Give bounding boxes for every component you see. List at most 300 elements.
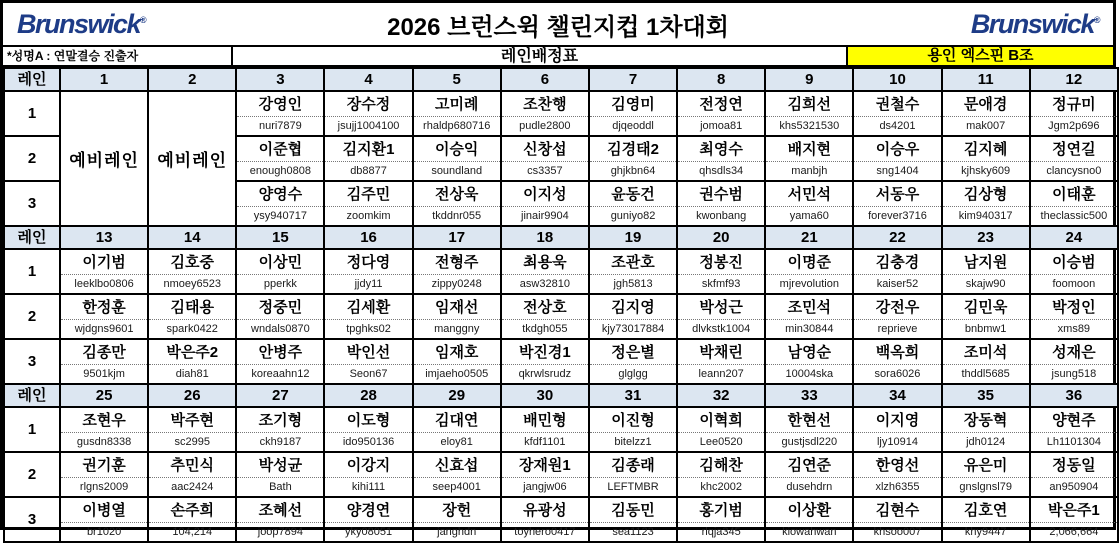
- player-name: 김영미: [590, 92, 676, 117]
- player-cell: [853, 294, 941, 339]
- player-id: sc2995: [174, 436, 210, 448]
- player-id: jangjw06: [523, 481, 567, 493]
- player-id: ckh9187: [259, 436, 302, 448]
- player-cell: [942, 339, 1030, 384]
- player-id: enough0808: [249, 165, 311, 177]
- lane-column-label: 레인: [4, 226, 60, 249]
- player-id: jsujj1004100: [337, 120, 400, 132]
- player-id: tkddnr055: [432, 210, 482, 222]
- player-name: 김태용: [149, 295, 235, 320]
- player-id: koreaahn12: [251, 368, 310, 380]
- player-id: mak007: [966, 120, 1006, 132]
- player-id: jgh5813: [613, 278, 653, 290]
- player-name: 성재은: [1031, 340, 1117, 365]
- lane-number-cell: 36: [1030, 384, 1118, 407]
- player-name: 김호연: [943, 498, 1029, 523]
- player-name: 양경연: [325, 498, 411, 523]
- player-cell: [853, 91, 941, 136]
- player-cell: [853, 339, 941, 384]
- player-name: 이상환: [766, 498, 852, 523]
- player-name: 김연준: [766, 453, 852, 478]
- player-id: 104,214: [172, 526, 213, 538]
- player-name: 서민석: [766, 182, 852, 207]
- reserve-lane-cell: 예비레인: [148, 91, 236, 226]
- player-name: 김종만: [61, 340, 147, 365]
- player-cell: [853, 452, 941, 497]
- lane-number-cell: 16: [324, 226, 412, 249]
- lane-header-row: [4, 68, 1118, 91]
- player-id: qhsdls34: [699, 165, 744, 177]
- lane-column-label: 레인: [4, 68, 60, 91]
- player-name: 조미석: [943, 340, 1029, 365]
- player-id: pperkk: [263, 278, 297, 290]
- player-cell: [60, 249, 148, 294]
- player-name: 김해찬: [678, 453, 764, 478]
- lane-number-cell: 11: [942, 68, 1030, 91]
- player-name: 이진형: [590, 408, 676, 433]
- player-cell: [501, 294, 589, 339]
- lane-number-cell: 28: [324, 384, 412, 407]
- player-name: 박채린: [678, 340, 764, 365]
- player-id: ysy940717: [253, 210, 307, 222]
- player-id: rhaldp680716: [423, 120, 491, 132]
- player-name: 김지혜: [943, 137, 1029, 162]
- player-cell: [60, 339, 148, 384]
- player-cell: [324, 91, 412, 136]
- player-cell: [942, 407, 1030, 452]
- player-id: khsoo007: [873, 526, 922, 538]
- player-name: 한현선: [766, 408, 852, 433]
- player-cell: [765, 249, 853, 294]
- player-name: 강영인: [237, 92, 323, 117]
- player-id: LEFTMBR: [607, 481, 659, 493]
- lane-number-cell: 18: [501, 226, 589, 249]
- player-name: 전상호: [502, 295, 588, 320]
- player-id: qkrwlsrudz: [518, 368, 572, 380]
- player-row: [4, 294, 1118, 339]
- player-cell: [765, 339, 853, 384]
- lane-number-cell: 2: [148, 68, 236, 91]
- player-cell: [324, 407, 412, 452]
- player-name: 최영수: [678, 137, 764, 162]
- player-name: 김지영: [590, 295, 676, 320]
- player-id: bitelzz1: [614, 436, 652, 448]
- player-cell: [765, 181, 853, 226]
- player-id: dlvkstk1004: [692, 323, 751, 335]
- player-id: kwonbang: [696, 210, 747, 222]
- player-name: 조현우: [61, 408, 147, 433]
- player-id: rlqja345: [701, 526, 741, 538]
- player-name: 박은주2: [149, 340, 235, 365]
- player-id: sng1404: [876, 165, 919, 177]
- player-id: khc2002: [700, 481, 742, 493]
- player-cell: [1030, 249, 1118, 294]
- lane-number-cell: 3: [236, 68, 324, 91]
- lane-number-cell: 9: [765, 68, 853, 91]
- player-cell: [1030, 181, 1118, 226]
- player-id: foomoon: [1052, 278, 1096, 290]
- player-id: yky08051: [345, 526, 393, 538]
- player-id: kjy73017884: [601, 323, 665, 335]
- player-cell: [148, 339, 236, 384]
- player-cell: [942, 294, 1030, 339]
- player-id: 9501kjm: [83, 368, 125, 380]
- player-cell: [501, 91, 589, 136]
- player-cell: [1030, 339, 1118, 384]
- player-cell: [324, 452, 412, 497]
- brand-text: Brunswick: [17, 8, 141, 39]
- player-name: 김희선: [766, 92, 852, 117]
- player-id: jdh0124: [966, 436, 1006, 448]
- row-label-cell: 2: [4, 452, 60, 497]
- player-name: 한정훈: [61, 295, 147, 320]
- player-name: 이강지: [325, 453, 411, 478]
- player-name: 안병주: [237, 340, 323, 365]
- player-id: kaiser52: [876, 278, 919, 290]
- lane-table-title: 레인배정표: [233, 47, 848, 65]
- player-id: yama60: [789, 210, 829, 222]
- player-cell: [236, 249, 324, 294]
- lane-number-cell: 17: [413, 226, 501, 249]
- player-name: 한영선: [854, 453, 940, 478]
- player-name: 조혜선: [237, 498, 323, 523]
- player-name: 김주민: [325, 182, 411, 207]
- player-id: sea1123: [612, 526, 654, 538]
- player-id: jsung518: [1051, 368, 1097, 380]
- player-name: 이혁희: [678, 408, 764, 433]
- registered-mark-icon: ®: [1093, 14, 1099, 25]
- player-cell: [765, 407, 853, 452]
- player-id: kihi111: [351, 481, 386, 493]
- player-cell: [501, 249, 589, 294]
- lane-number-cell: 1: [60, 68, 148, 91]
- player-name: 이명준: [766, 250, 852, 275]
- player-id: mjrevolution: [779, 278, 839, 290]
- player-cell: [942, 497, 1030, 542]
- player-name: 유광성: [502, 498, 588, 523]
- player-id: ghjkbn64: [610, 165, 656, 177]
- lane-number-cell: 12: [1030, 68, 1118, 91]
- lane-number-cell: 35: [942, 384, 1030, 407]
- lane-number-cell: 22: [853, 226, 941, 249]
- lane-number-cell: 5: [413, 68, 501, 91]
- player-name: 김민욱: [943, 295, 1029, 320]
- player-name: 남지원: [943, 250, 1029, 275]
- player-cell: [589, 452, 677, 497]
- player-name: 정중민: [237, 295, 323, 320]
- player-id: diah81: [175, 368, 209, 380]
- player-id: min30844: [785, 323, 834, 335]
- player-cell: [589, 339, 677, 384]
- player-name: 박인선: [325, 340, 411, 365]
- player-name: 이지성: [502, 182, 588, 207]
- player-cell: [1030, 497, 1118, 542]
- page-title: 2026 브런스윅 챌린지컵 1차대회: [387, 13, 729, 41]
- brunswick-logo-left: [3, 9, 241, 40]
- lane-header-row: [4, 226, 1118, 249]
- player-cell: [677, 497, 765, 542]
- lane-column-label: 레인: [4, 384, 60, 407]
- player-cell: [853, 497, 941, 542]
- player-id: theclassic500: [1040, 210, 1108, 222]
- player-name: 전형주: [414, 250, 500, 275]
- player-id: db8877: [350, 165, 387, 177]
- player-name: 이상민: [237, 250, 323, 275]
- lane-number-cell: 8: [677, 68, 765, 91]
- row-label-cell: 3: [4, 497, 60, 542]
- player-id: aac2424: [171, 481, 214, 493]
- player-cell: [677, 181, 765, 226]
- player-id: sora6026: [874, 368, 921, 380]
- player-cell: [765, 294, 853, 339]
- lane-number-cell: 7: [589, 68, 677, 91]
- player-cell: [942, 181, 1030, 226]
- lane-number-cell: 31: [589, 384, 677, 407]
- player-id: skfmf93: [701, 278, 741, 290]
- player-name: 권수범: [678, 182, 764, 207]
- row-label-cell: 1: [4, 249, 60, 294]
- lane-number-cell: 26: [148, 384, 236, 407]
- player-name: 권기훈: [61, 453, 147, 478]
- player-id: djqeoddl: [612, 120, 654, 132]
- player-name: 정봉진: [678, 250, 764, 275]
- player-id: guniyo82: [610, 210, 656, 222]
- player-cell: [413, 452, 501, 497]
- player-cell: [148, 407, 236, 452]
- player-cell: [765, 136, 853, 181]
- player-cell: [60, 497, 148, 542]
- row-label-cell: 2: [4, 136, 60, 181]
- player-name: 이기범: [61, 250, 147, 275]
- player-id: seep4001: [432, 481, 481, 493]
- player-cell: [589, 497, 677, 542]
- player-cell: [413, 91, 501, 136]
- player-id: kjhsky609: [961, 165, 1011, 177]
- player-id: khs5321530: [779, 120, 840, 132]
- player-name: 권철수: [854, 92, 940, 117]
- player-id: gustjsdl220: [781, 436, 838, 448]
- player-cell: [236, 407, 324, 452]
- player-cell: [589, 181, 677, 226]
- lane-number-cell: 27: [236, 384, 324, 407]
- player-name: 장수정: [325, 92, 411, 117]
- player-row: [4, 452, 1118, 497]
- player-cell: [324, 339, 412, 384]
- player-name: 서동우: [854, 182, 940, 207]
- player-id: tpghks02: [346, 323, 391, 335]
- player-name: 이승범: [1031, 250, 1117, 275]
- player-name: 이준협: [237, 137, 323, 162]
- player-cell: [236, 294, 324, 339]
- player-cell: [942, 452, 1030, 497]
- player-cell: [148, 497, 236, 542]
- player-cell: [589, 407, 677, 452]
- player-name: 이승우: [854, 137, 940, 162]
- player-id: Seon67: [349, 368, 388, 380]
- player-cell: [413, 181, 501, 226]
- player-id: pudle2800: [519, 120, 571, 132]
- player-name: 홍기범: [678, 498, 764, 523]
- player-name: 이도형: [325, 408, 411, 433]
- player-name: 최용욱: [502, 250, 588, 275]
- player-name: 추민식: [149, 453, 235, 478]
- lane-header-row: [4, 384, 1118, 407]
- player-name: 양현주: [1031, 408, 1117, 433]
- player-name: 이병열: [61, 498, 147, 523]
- player-name: 전정연: [678, 92, 764, 117]
- player-name: 문애경: [943, 92, 1029, 117]
- player-cell: [942, 136, 1030, 181]
- player-id: Bath: [269, 481, 292, 493]
- player-id: eloy81: [440, 436, 473, 448]
- player-cell: [853, 136, 941, 181]
- player-name: 김지환1: [325, 137, 411, 162]
- player-name: 김세환: [325, 295, 411, 320]
- player-id: wndals0870: [251, 323, 310, 335]
- player-cell: [324, 136, 412, 181]
- player-name: 박진경1: [502, 340, 588, 365]
- lane-number-cell: 34: [853, 384, 941, 407]
- player-cell: [589, 91, 677, 136]
- player-id: br1020: [86, 526, 122, 538]
- row-label-cell: 1: [4, 407, 60, 452]
- player-id: gusdn8338: [76, 436, 132, 448]
- player-name: 남영순: [766, 340, 852, 365]
- player-id: toyhero0417: [514, 526, 576, 538]
- player-cell: [501, 452, 589, 497]
- player-id: imjaeho0505: [425, 368, 489, 380]
- player-id: khy9447: [964, 526, 1007, 538]
- player-cell: [501, 497, 589, 542]
- player-name: 조기형: [237, 408, 323, 433]
- player-name: 박성근: [678, 295, 764, 320]
- lane-number-cell: 25: [60, 384, 148, 407]
- player-cell: [853, 407, 941, 452]
- player-id: rlgns2009: [79, 481, 129, 493]
- player-name: 박정인: [1031, 295, 1117, 320]
- player-id: forever3716: [868, 210, 927, 222]
- player-id: gnslgnsl79: [959, 481, 1012, 493]
- player-id: tkdgh055: [522, 323, 568, 335]
- player-name: 윤동건: [590, 182, 676, 207]
- lane-number-cell: 14: [148, 226, 236, 249]
- player-id: xlzh6355: [875, 481, 920, 493]
- player-name: 김경태2: [590, 137, 676, 162]
- player-id: leann207: [698, 368, 744, 380]
- player-cell: [324, 294, 412, 339]
- lane-number-cell: 20: [677, 226, 765, 249]
- player-cell: [677, 136, 765, 181]
- player-cell: [236, 452, 324, 497]
- player-cell: [677, 91, 765, 136]
- player-id: kiowahwan: [782, 526, 837, 538]
- player-id: jjdy11: [354, 278, 383, 290]
- player-name: 장재원1: [502, 453, 588, 478]
- player-name: 배지현: [766, 137, 852, 162]
- finalist-note: *성명A : 연말결승 진출자: [3, 47, 233, 65]
- player-id: jinair9904: [521, 210, 569, 222]
- player-name: 전상욱: [414, 182, 500, 207]
- player-cell: [1030, 91, 1118, 136]
- player-id: kfdf1101: [524, 436, 566, 448]
- player-name: 박주현: [149, 408, 235, 433]
- player-row: [4, 407, 1118, 452]
- player-name: 유은미: [943, 453, 1029, 478]
- lane-number-cell: 10: [853, 68, 941, 91]
- player-id: spark0422: [166, 323, 218, 335]
- player-cell: [413, 497, 501, 542]
- player-id: 10004ska: [785, 368, 834, 380]
- player-cell: [853, 181, 941, 226]
- player-name: 박은주1: [1031, 498, 1117, 523]
- lane-number-cell: 33: [765, 384, 853, 407]
- player-name: 신창섭: [502, 137, 588, 162]
- player-id: kim940317: [958, 210, 1013, 222]
- player-id: ido950136: [342, 436, 395, 448]
- player-cell: [60, 452, 148, 497]
- player-id: wjdgns9601: [74, 323, 134, 335]
- player-name: 박성균: [237, 453, 323, 478]
- player-cell: [60, 294, 148, 339]
- player-cell: [1030, 452, 1118, 497]
- player-row: [4, 249, 1118, 294]
- player-cell: [413, 294, 501, 339]
- player-name: 이지영: [854, 408, 940, 433]
- player-cell: [677, 294, 765, 339]
- player-id: glglgg: [618, 368, 648, 380]
- lane-number-cell: 30: [501, 384, 589, 407]
- player-cell: [942, 249, 1030, 294]
- player-cell: [1030, 136, 1118, 181]
- player-cell: [236, 339, 324, 384]
- player-name: 김호중: [149, 250, 235, 275]
- player-id: bnbmw1: [964, 323, 1007, 335]
- lane-number-cell: 4: [324, 68, 412, 91]
- player-cell: [765, 497, 853, 542]
- player-name: 김충경: [854, 250, 940, 275]
- player-id: nmoey6523: [163, 278, 221, 290]
- player-id: jomoa81: [700, 120, 743, 132]
- player-id: Lh1101304: [1046, 436, 1101, 448]
- lane-number-cell: 32: [677, 384, 765, 407]
- player-cell: [589, 249, 677, 294]
- player-id: leeklbo0806: [74, 278, 134, 290]
- player-id: Jgm2p696: [1048, 120, 1100, 132]
- player-name: 신효섭: [414, 453, 500, 478]
- player-cell: [413, 407, 501, 452]
- player-cell: [677, 407, 765, 452]
- player-cell: [413, 339, 501, 384]
- lane-number-cell: 15: [236, 226, 324, 249]
- player-id: reprieve: [877, 323, 918, 335]
- player-cell: [324, 181, 412, 226]
- registered-mark-icon: ®: [140, 14, 146, 25]
- player-name: 김동민: [590, 498, 676, 523]
- player-name: 백옥희: [854, 340, 940, 365]
- player-id: soundland: [431, 165, 483, 177]
- player-cell: [589, 294, 677, 339]
- player-id: xms89: [1057, 323, 1091, 335]
- player-cell: [765, 452, 853, 497]
- player-cell: [853, 249, 941, 294]
- player-name: 배민형: [502, 408, 588, 433]
- player-id: zoomkim: [346, 210, 391, 222]
- row-label-cell: 1: [4, 91, 60, 136]
- sub-header: [3, 47, 1113, 67]
- player-id: dusehdrn: [786, 481, 833, 493]
- player-cell: [501, 181, 589, 226]
- player-name: 정은별: [590, 340, 676, 365]
